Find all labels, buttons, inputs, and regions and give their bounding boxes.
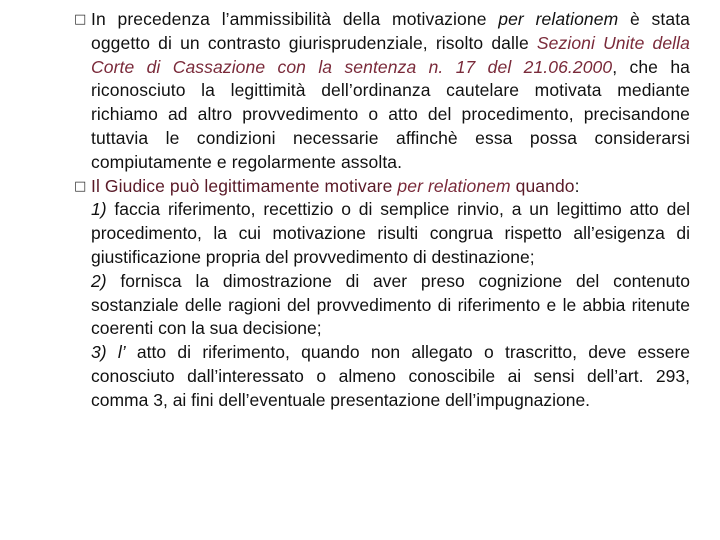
list-item — [91, 270, 690, 341]
paragraph-precedenza — [91, 8, 690, 175]
text-italic: per relationem — [498, 9, 619, 29]
item-number: 1) — [91, 199, 107, 220]
item-number: 3) l’ — [91, 342, 126, 363]
text: , che ha riconosciuto la legittimità dell’ordinanza cautelare motivata mediante richiamo ad altro provvedimento o atto del procedimento, precisandone tuttavia le condizioni necessarie affinchè essa possa considerarsi compiutamente e regolarmente assolta. — [91, 56, 690, 172]
text: quando — [510, 175, 575, 196]
item-text: atto di riferimento, quando non allegato o trascritto, deve essere conosciuto dall’interessato o almeno conoscibile ai sensi dell’art. 293, comma 3, ai fini dell’eventuale presentazione dell’impugnazione. — [91, 342, 691, 410]
list-item — [91, 341, 690, 412]
item-number: 2) — [91, 270, 107, 291]
item-text: faccia riferimento, recettizio o di semplice rinvio, a un legittimo atto del procedimento, la cui motivazione risulti congrua rispetto all’esigenza di giustificazione propria del provvedimento di destinazione; — [91, 199, 690, 267]
text-italic: per relationem — [397, 175, 511, 196]
item-text: fornisca la dimostrazione di aver preso cognizione del contenuto sostanziale delle ragioni del provvedimento di riferimento e le abbia ritenute coerenti con la sua decisione; — [91, 270, 690, 339]
highlight-sentenza: Sezioni Unite della Corte di Cassazione con la sentenza n. 17 del 21.06.2000 — [91, 32, 690, 77]
bullet-precedenza — [14, 8, 690, 175]
text: : — [574, 175, 580, 196]
checkbox-bullet-icon: □ — [74, 178, 87, 194]
list-item — [91, 198, 690, 269]
text: In precedenza l’ammissibilità della motivazione — [91, 9, 499, 29]
text: Il Giudice può legittimamente motivare — [91, 175, 398, 196]
checkbox-bullet-icon: □ — [74, 12, 87, 27]
bullet-giudice — [14, 175, 690, 413]
paragraph-giudice-intro — [91, 175, 690, 199]
text: è stata oggetto di un contrasto giurisprudenziale, risolto dalle — [91, 9, 690, 53]
